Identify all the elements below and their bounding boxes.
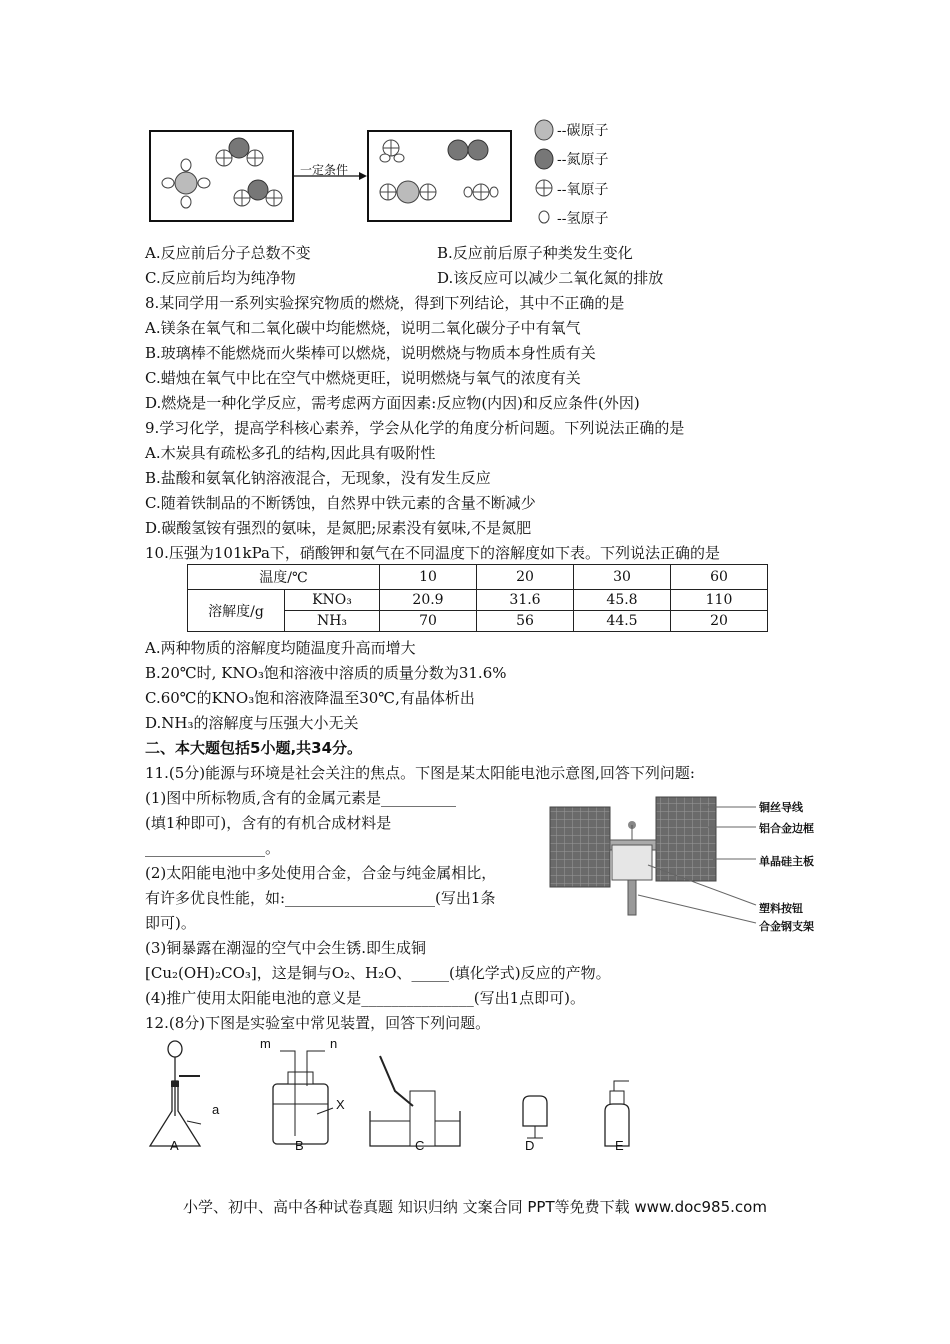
q8-option-d: D.燃烧是一种化学反应，需考虑两方面因素:反应物(内因)和反应条件(外因)	[145, 394, 640, 412]
label-aluminum-frame: 铝合金边框	[759, 822, 814, 835]
apparatus-c: C	[415, 1138, 425, 1153]
label-plastic-button: 塑料按钮	[759, 902, 803, 915]
label-m: m	[260, 1036, 271, 1051]
q11-part2b: 有许多优良性能，如:____________________(写出1条	[145, 889, 496, 907]
label-n: n	[330, 1036, 338, 1051]
arrow-label: 一定条件	[300, 163, 349, 177]
q10-option-c: C.60℃的KNO₃饱和溶液降温至30℃,有晶体析出	[145, 689, 475, 707]
label-silicon-board: 单晶硅主板	[759, 855, 814, 868]
temp-cell: 20	[477, 565, 574, 590]
q10-option-a: A.两种物质的溶解度均随温度升高而增大	[145, 639, 416, 657]
legend-carbon: --碳原子	[557, 123, 609, 139]
q11-part1b: (填1种即可)，含有的有机合成材料是	[145, 814, 392, 832]
kno3-value: 110	[671, 590, 768, 611]
apparatus-b: B	[295, 1138, 304, 1153]
label-copper-wire: 铜丝导线	[759, 801, 803, 814]
label-a: a	[212, 1102, 220, 1117]
q11-part2c: 即可)。	[145, 914, 196, 932]
q11-part2a: (2)太阳能电池中多处使用合金，合金与纯金属相比，	[145, 864, 497, 882]
temp-cell: 60	[671, 565, 768, 590]
footer: 小学、初中、高中各种试卷真题 知识归纳 文案合同 PPT等免费下载 www.doc985.com	[183, 1198, 767, 1216]
kno3-value: 45.8	[574, 590, 671, 611]
apparatus-a: A	[170, 1138, 179, 1153]
kno3-value: 20.9	[380, 590, 477, 611]
section-heading: 二、本大题包括5小题,共34分。	[145, 739, 363, 757]
apparatus-d: D	[525, 1138, 535, 1153]
q7-option-b: B.反应前后原子种类发生变化	[437, 244, 633, 262]
apparatus-e: E	[615, 1138, 624, 1153]
q8-option-c: C.蜡烛在氧气中比在空气中燃烧更旺，说明燃烧与氧气的浓度有关	[145, 369, 581, 387]
nh3-value: 56	[477, 611, 574, 632]
q10-option-d: D.NH₃的溶解度与压强大小无关	[145, 714, 359, 732]
q8-option-a: A.镁条在氧气和二氧化碳中均能燃烧，说明二氧化碳分子中有氧气	[145, 319, 581, 337]
nh3-label: NH₃	[285, 611, 380, 632]
legend-oxygen: --氧原子	[557, 182, 609, 198]
q11-part4: (4)推广使用太阳能电池的意义是_______________(写出1点即可)。	[145, 989, 585, 1007]
q7-option-d: D.该反应可以减少二氧化氮的排放	[437, 269, 664, 287]
q9-stem: 9.学习化学，提高学科核心素养，学会从化学的角度分析问题。下列说法正确的是	[145, 419, 685, 437]
label-steel-bracket: 合金钢支架	[759, 920, 814, 933]
q9-option-a: A.木炭具有疏松多孔的结构,因此具有吸附性	[145, 444, 436, 462]
temp-header: 温度/℃	[188, 565, 380, 590]
q11-stem: 11.(5分)能源与环境是社会关注的焦点。下图是某太阳能电池示意图,回答下列问题:	[145, 764, 695, 782]
q8-option-b: B.玻璃棒不能燃烧而火柴棒可以燃烧，说明燃烧与物质本身性质有关	[145, 344, 596, 362]
q9-option-d: D.碳酸氢铵有强烈的氨味，是氮肥;尿素没有氨味,不是氮肥	[145, 519, 532, 537]
q7-option-a: A.反应前后分子总数不变	[145, 244, 311, 262]
q7-option-c: C.反应前后均为纯净物	[145, 269, 296, 287]
q11-part1c: ________________。	[145, 839, 281, 857]
q9-option-c: C.随着铁制品的不断锈蚀，自然界中铁元素的含量不断减少	[145, 494, 536, 512]
q10-option-b: B.20℃时, KNO₃饱和溶液中溶质的质量分数为31.6%	[145, 664, 507, 682]
legend-hydrogen: --氢原子	[557, 211, 609, 227]
q11-part1a: (1)图中所标物质,含有的金属元素是__________	[145, 789, 457, 807]
q12-stem: 12.(8分)下图是实验室中常见装置，回答下列问题。	[145, 1014, 491, 1032]
q11-part3a: (3)铜暴露在潮湿的空气中会生锈.即生成铜	[145, 939, 427, 957]
apparatus-svg	[145, 1036, 665, 1156]
temp-cell: 30	[574, 565, 671, 590]
nh3-value: 20	[671, 611, 768, 632]
q9-option-b: B.盐酸和氨氧化钠溶液混合，无现象，没有发生反应	[145, 469, 491, 487]
nh3-value: 70	[380, 611, 477, 632]
kno3-label: KNO₃	[285, 590, 380, 611]
solubility-label: 溶解度/g	[188, 590, 285, 632]
legend-nitrogen: --氮原子	[557, 152, 609, 168]
reaction-diagram	[148, 128, 518, 224]
temp-cell: 10	[380, 565, 477, 590]
q11-part3b: [Cu₂(OH)₂CO₃]，这是铜与O₂、H₂O、_____(填化学式)反应的产物。	[145, 964, 611, 982]
q8-stem: 8.某同学用一系列实验探究物质的燃烧，得到下列结论，其中不正确的是	[145, 294, 625, 312]
nh3-value: 44.5	[574, 611, 671, 632]
label-x: X	[336, 1097, 345, 1112]
q10-stem: 10.压强为101kPa下，硝酸钾和氨气在不同温度下的溶解度如下表。下列说法正确的是	[145, 544, 720, 562]
kno3-value: 31.6	[477, 590, 574, 611]
solubility-table	[187, 564, 768, 632]
